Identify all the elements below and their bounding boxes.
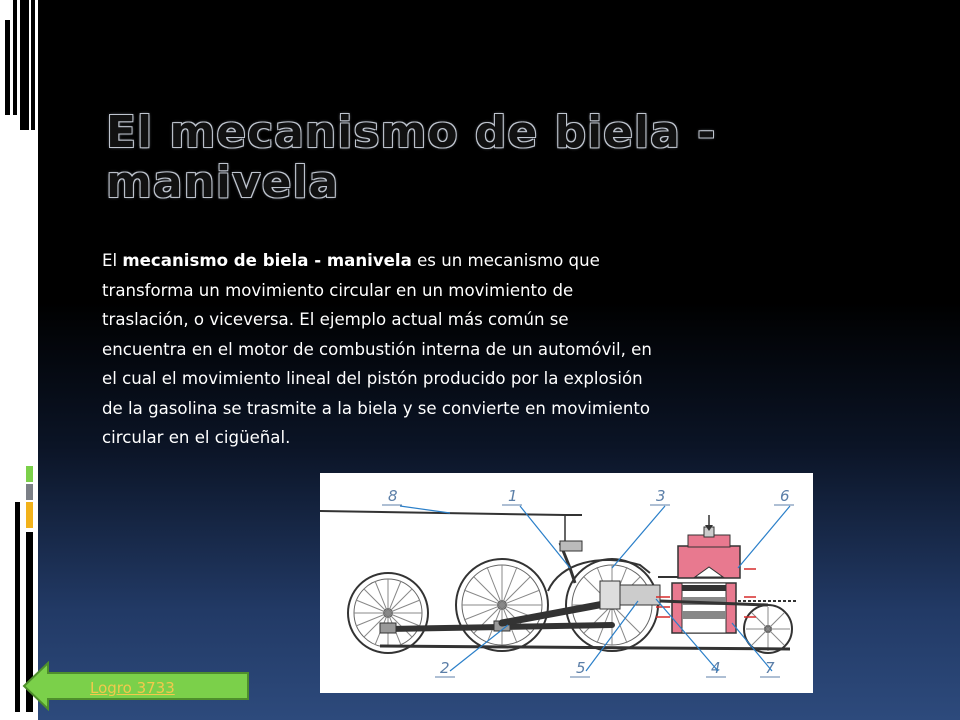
label-2: 2 <box>440 659 450 677</box>
slide-paragraph <box>102 246 657 453</box>
paragraph-intro: El <box>102 251 123 270</box>
crank-mechanism-figure <box>320 473 813 693</box>
label-5: 5 <box>576 659 586 677</box>
logro-link[interactable]: Logro 3733 <box>90 679 175 697</box>
logro-back-button[interactable] <box>22 661 250 711</box>
label-7: 7 <box>765 659 775 677</box>
wheel-1 <box>348 573 428 653</box>
slide-title: El mecanismo de biela - manivela <box>106 107 717 208</box>
cylinder <box>672 515 740 633</box>
wheel-2 <box>456 559 548 651</box>
locomotive-diagram <box>320 473 813 693</box>
label-6: 6 <box>780 487 790 505</box>
label-8: 8 <box>388 487 398 505</box>
paragraph-text: es un mecanismo que transforma un movimiento circular en un movimiento de traslación, o viceversa. El ejemplo actual más común se encuentra en el motor de combustión interna de un automóvil, en el cual el movimiento lineal del pistón producido por la explosión de la gasolina se trasmite a la biela y se convierte en movimiento circular en el cigüeñal. <box>102 251 652 447</box>
paragraph-term: mecanismo de biela - manivela <box>122 251 412 270</box>
label-3: 3 <box>656 487 666 505</box>
label-1: 1 <box>508 487 518 505</box>
top-decoration <box>0 0 40 140</box>
label-4: 4 <box>711 659 721 677</box>
